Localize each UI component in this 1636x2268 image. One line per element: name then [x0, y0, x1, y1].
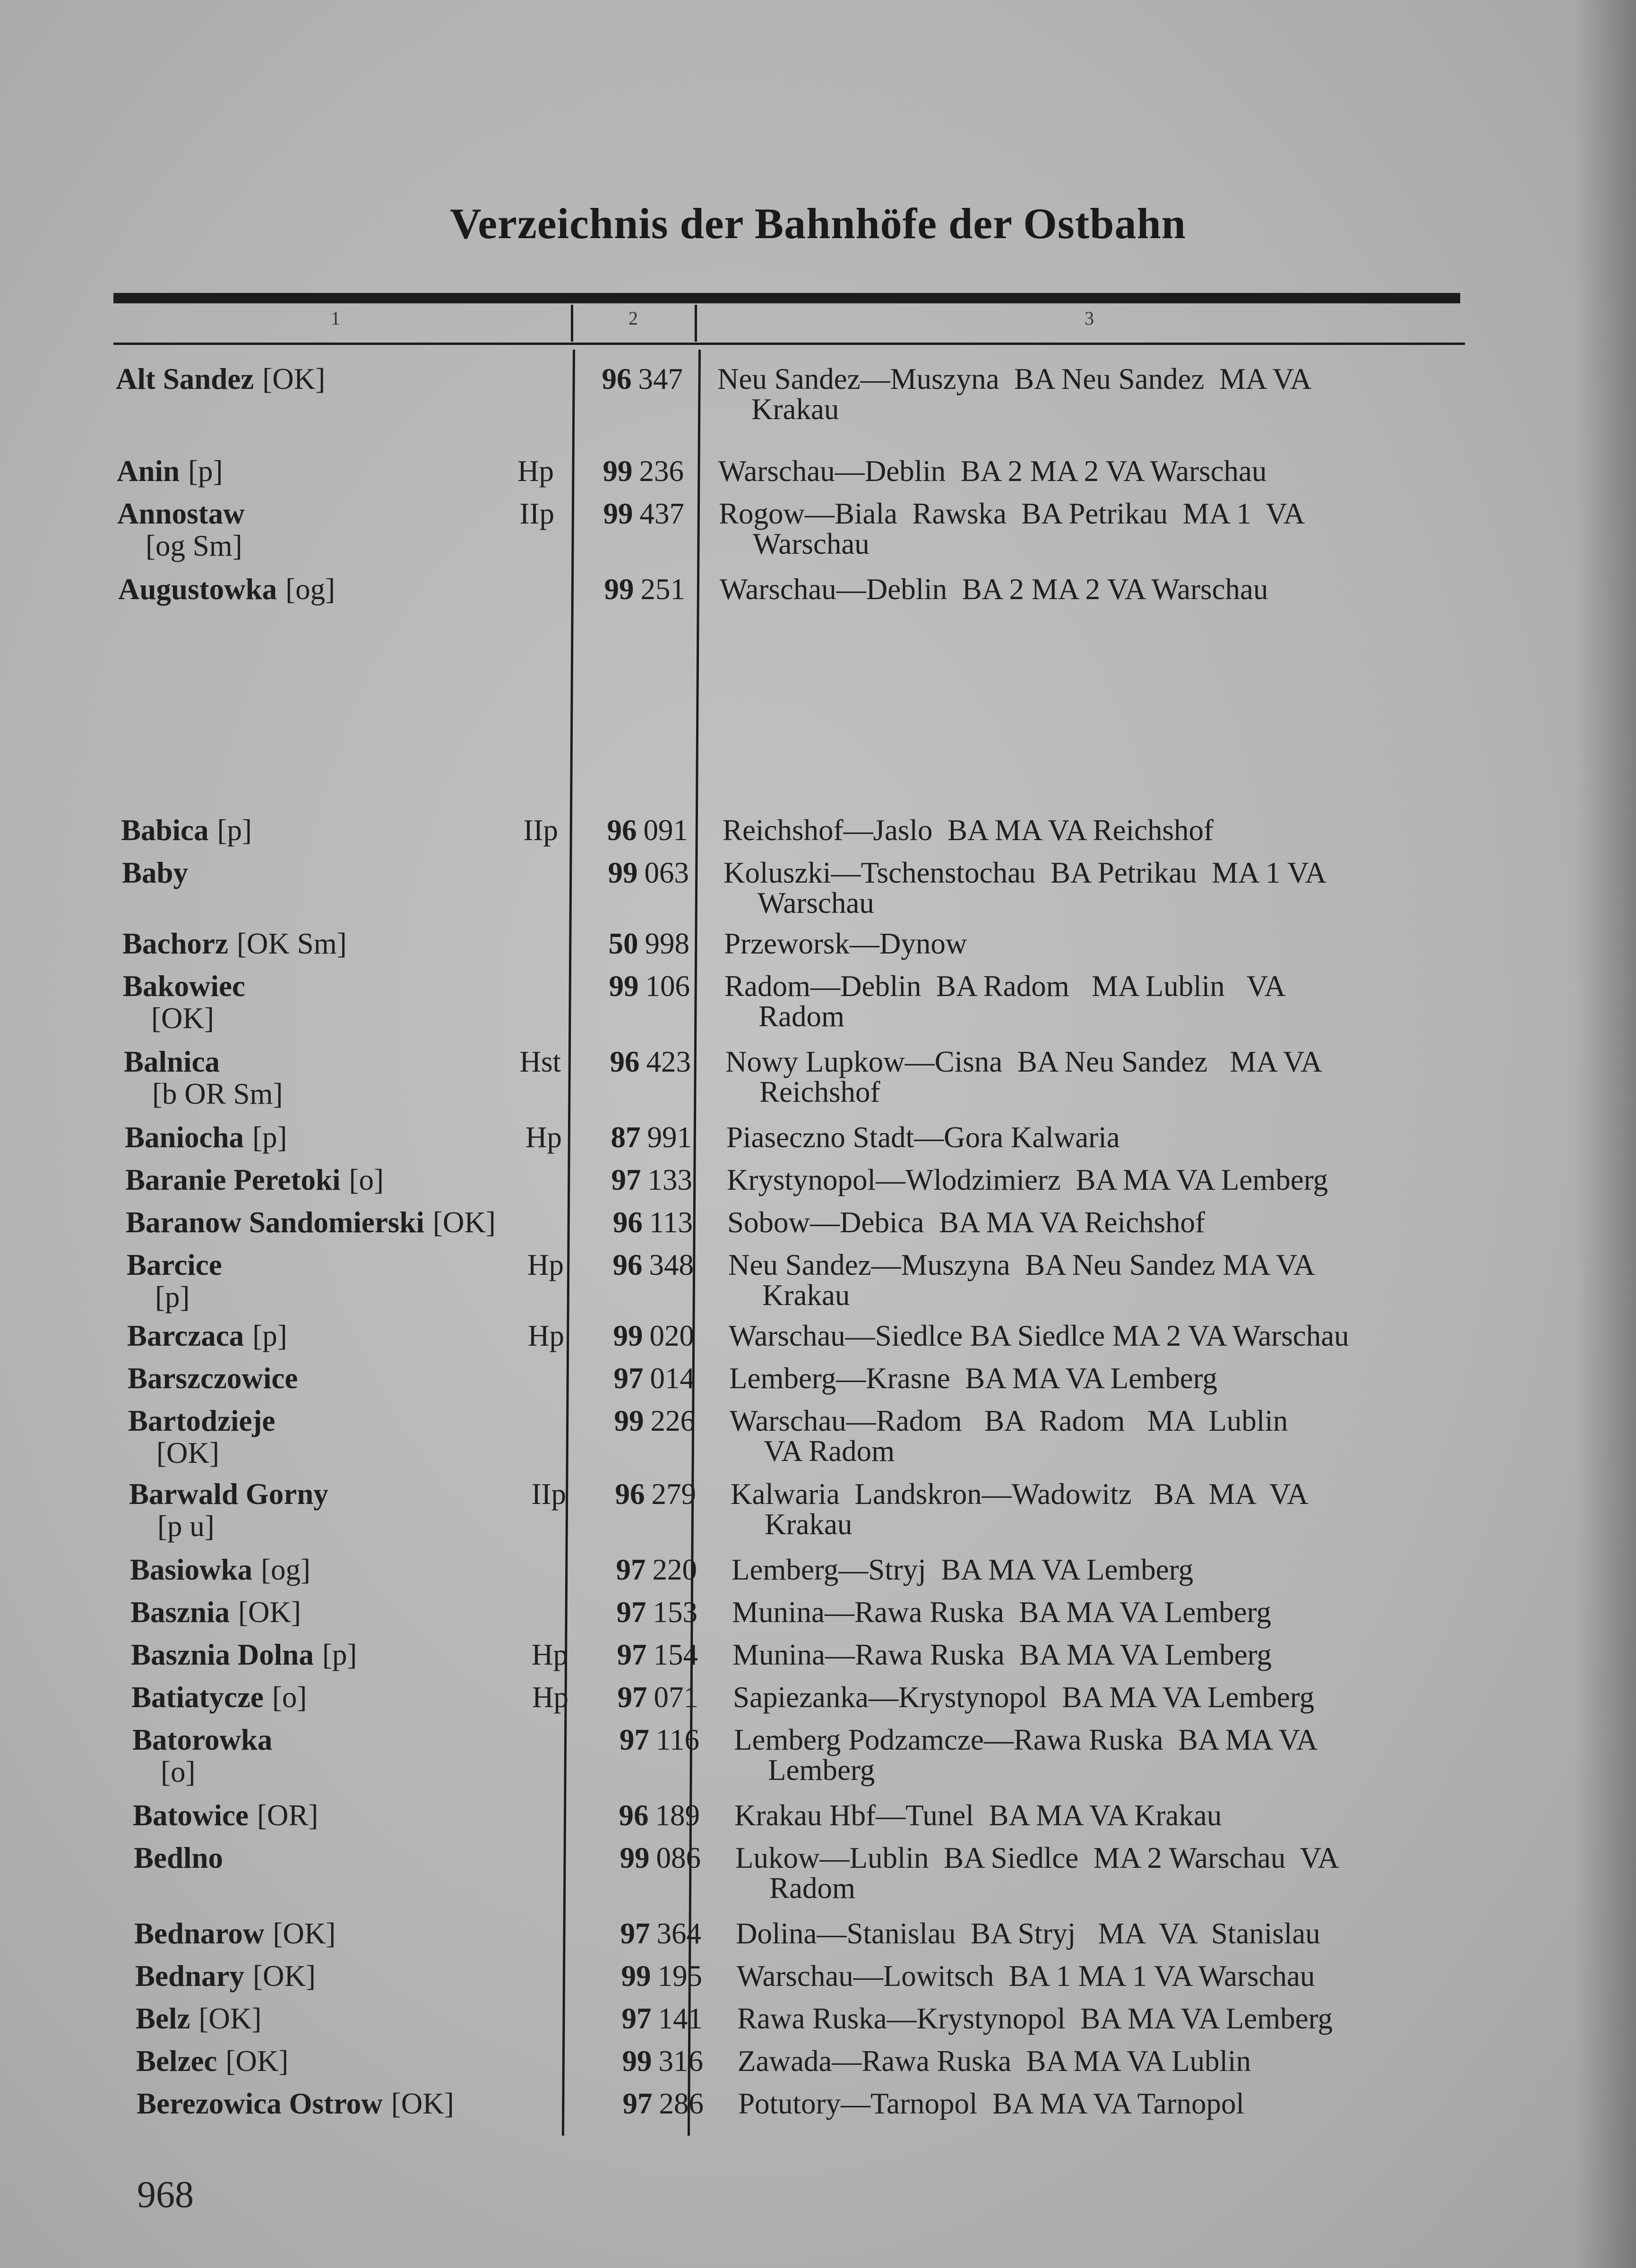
station-name — [130, 1555, 310, 1585]
station-name-text: Barczaca — [127, 1319, 244, 1352]
route-description-line2: Lemberg — [768, 1753, 875, 1787]
route-description: Warschau—Lowitsch BA 1 MA 1 VA Warschau — [737, 1959, 1315, 1993]
station-name — [131, 1682, 307, 1712]
station-number-suffix: 106 — [645, 970, 690, 1003]
header-divider-2 — [695, 305, 697, 342]
station-class: IIp — [523, 814, 558, 847]
station-number-suffix: 113 — [649, 1206, 693, 1239]
station-number-prefix: 99 — [603, 455, 633, 488]
station-number-suffix: 347 — [638, 362, 683, 395]
station-number-prefix: 96 — [615, 1478, 645, 1511]
station-number — [590, 498, 684, 529]
station-number-suffix: 991 — [647, 1121, 692, 1154]
station-code: [o] — [272, 1681, 307, 1714]
route-description: Lemberg—Stryj BA MA VA Lemberg — [732, 1553, 1194, 1586]
station-name — [127, 1250, 222, 1280]
station-number-suffix: 116 — [655, 1723, 699, 1756]
station-name — [117, 456, 223, 486]
station-number-prefix: 87 — [611, 1121, 641, 1154]
station-number — [600, 1321, 694, 1351]
station-name-text: Bedlno — [134, 1841, 224, 1874]
station-name — [126, 1207, 496, 1237]
station-code: [p] — [217, 814, 252, 847]
route-description-line2: Krakau — [762, 1279, 850, 1312]
station-name — [135, 1961, 316, 1991]
station-number-suffix: 364 — [656, 1917, 701, 1950]
station-name-text: Bachorz — [122, 927, 228, 960]
station-number-prefix: 97 — [619, 1723, 649, 1756]
header-top-rule — [113, 293, 1460, 303]
station-number-prefix: 96 — [619, 1799, 649, 1832]
route-description: Lemberg Podzamcze—Rawa Ruska BA MA VA — [734, 1723, 1318, 1756]
page-title: Verzeichnis der Bahnhöfe der Ostbahn — [450, 199, 1186, 248]
station-number-suffix: 071 — [654, 1681, 698, 1714]
route-description: Sobow—Debica BA MA VA Reichshof — [727, 1206, 1205, 1239]
route-description: Nowy Lupkow—Cisna BA Neu Sandez MA VA — [725, 1045, 1322, 1078]
station-name — [118, 574, 335, 604]
route-description: Warschau—Radom BA Radom MA Lublin — [730, 1404, 1288, 1437]
station-number-prefix: 97 — [611, 1163, 641, 1196]
station-name-text: Annostaw — [117, 497, 245, 530]
route-description: Sapiezanka—Krystynopol BA MA VA Lemberg — [733, 1681, 1315, 1714]
station-number-suffix: 279 — [651, 1478, 696, 1511]
station-code-line2: [p] — [155, 1280, 190, 1314]
station-number-suffix: 141 — [658, 2002, 703, 2035]
station-number — [599, 1250, 694, 1280]
station-number-suffix: 189 — [655, 1799, 700, 1832]
station-name-text: Bednarow — [134, 1917, 265, 1950]
station-number-prefix: 99 — [614, 1404, 644, 1437]
route-description: Krakau Hbf—Tunel BA MA VA Krakau — [734, 1799, 1222, 1832]
route-description: Rawa Ruska—Krystynopol BA MA VA Lemberg — [737, 2002, 1333, 2035]
station-number-suffix: 195 — [657, 1959, 702, 1993]
station-name-text: Babica — [121, 814, 209, 847]
column-number-3: 3 — [1085, 308, 1094, 329]
station-number — [602, 1479, 696, 1509]
route-description: Neu Sandez—Muszyna BA Neu Sandez MA VA — [717, 362, 1312, 395]
station-number-prefix: 96 — [602, 362, 632, 395]
route-description: Kalwaria Landskron—Wadowitz BA MA VA — [731, 1478, 1309, 1511]
station-code: [p] — [188, 455, 223, 488]
station-name-text: Bakowiec — [123, 970, 245, 1003]
station-number-prefix: 99 — [608, 856, 638, 889]
station-name-text: Balnica — [124, 1045, 220, 1078]
route-description-line2: Krakau — [765, 1508, 852, 1541]
station-code: [o] — [349, 1163, 384, 1196]
station-number-prefix: 97 — [622, 2087, 653, 2120]
station-number-suffix: 086 — [656, 1841, 701, 1874]
station-number-prefix: 97 — [616, 1553, 646, 1586]
station-name — [125, 1122, 287, 1152]
station-number-prefix: 99 — [613, 1319, 643, 1352]
station-name — [123, 971, 245, 1001]
station-code-line2: [b OR Sm] — [152, 1077, 283, 1110]
station-code: [OK Sm] — [236, 927, 347, 960]
station-number — [588, 364, 683, 394]
station-number-suffix: 437 — [639, 497, 684, 530]
station-class: IIp — [531, 1478, 566, 1511]
station-number-prefix: 97 — [621, 2002, 652, 2035]
station-name — [124, 1047, 220, 1077]
station-code-line2: [o] — [161, 1755, 196, 1788]
route-description-line2: Radom — [769, 1872, 855, 1905]
station-number — [603, 1555, 697, 1585]
station-number — [597, 1122, 692, 1152]
station-name-text: Barszczowice — [128, 1362, 298, 1395]
station-name-text: Berezowica Ostrow — [137, 2087, 383, 2120]
station-class: Hp — [532, 1638, 568, 1671]
station-class: Hp — [528, 1319, 564, 1352]
route-description: Warschau—Deblin BA 2 MA 2 VA Warschau — [718, 455, 1267, 488]
page-number: 968 — [137, 2174, 194, 2216]
station-number-prefix: 96 — [612, 1206, 643, 1239]
station-name-text: Basiowka — [130, 1553, 253, 1586]
station-number-prefix: 99 — [622, 2045, 652, 2078]
station-number-prefix: 96 — [610, 1045, 640, 1078]
station-name — [134, 1918, 336, 1949]
route-description-line2: VA Radom — [764, 1435, 895, 1468]
station-name — [132, 1725, 272, 1755]
station-code: [OK] — [391, 2087, 454, 2120]
route-description: Zawada—Rawa Ruska BA MA VA Lublin — [738, 2045, 1251, 2078]
station-name — [136, 2003, 261, 2034]
station-code: [p] — [322, 1638, 357, 1671]
station-code-line2: [OK] — [156, 1436, 219, 1469]
station-name — [117, 498, 245, 529]
route-description-line2: Warschau — [753, 527, 870, 560]
station-name-text: Bednary — [135, 1959, 245, 1993]
station-number-suffix: 316 — [658, 2045, 703, 2078]
station-class: Hp — [517, 455, 554, 488]
station-number-prefix: 99 — [603, 497, 633, 530]
route-description: Munina—Rawa Ruska BA MA VA Lemberg — [732, 1638, 1272, 1671]
station-number-prefix: 96 — [612, 1248, 643, 1281]
station-number-suffix: 154 — [653, 1638, 698, 1671]
station-number — [589, 456, 684, 486]
station-number — [608, 1961, 702, 1991]
station-class: IIp — [519, 497, 554, 530]
route-description: Rogow—Biala Rawska BA Petrikau MA 1 VA — [719, 497, 1305, 530]
route-description-line2: Krakau — [751, 393, 839, 426]
station-number-suffix: 998 — [645, 927, 689, 960]
station-code: [OK] — [273, 1917, 336, 1950]
route-description: Munina—Rawa Ruska BA MA VA Lemberg — [732, 1596, 1272, 1629]
station-code: [OK] — [262, 362, 326, 395]
station-number-suffix: 020 — [649, 1319, 694, 1352]
station-name-text: Batiatycze — [131, 1681, 264, 1714]
route-description-line2: Reichshof — [759, 1075, 880, 1108]
station-number-prefix: 50 — [608, 927, 638, 960]
station-name — [133, 1800, 318, 1830]
station-name-text: Batowice — [133, 1799, 249, 1832]
station-name-text: Belzec — [136, 2045, 217, 2078]
station-name-text: Baby — [122, 856, 189, 889]
station-number — [594, 815, 688, 845]
header-bottom-rule — [113, 343, 1465, 345]
route-description: Przeworsk—Dynow — [724, 927, 967, 960]
station-number-prefix: 99 — [620, 1841, 650, 1874]
route-description: Neu Sandez—Muszyna BA Neu Sandez MA VA — [728, 1248, 1315, 1281]
station-number — [605, 1725, 699, 1755]
station-name — [136, 2046, 288, 2076]
station-number — [604, 1682, 698, 1712]
station-number — [609, 2088, 704, 2119]
route-description: Dolina—Stanislau BA Stryj MA VA Stanislau — [736, 1917, 1320, 1950]
station-class: Hst — [519, 1045, 561, 1078]
station-number — [609, 2046, 703, 2076]
station-code: [p] — [252, 1319, 287, 1352]
column-number-1: 1 — [331, 308, 340, 329]
station-number — [600, 1363, 695, 1393]
station-name — [122, 858, 188, 888]
station-number-suffix: 348 — [649, 1248, 694, 1281]
station-number-suffix: 133 — [647, 1163, 692, 1196]
station-code: [p] — [252, 1121, 287, 1154]
station-name — [137, 2088, 454, 2119]
station-name — [121, 815, 252, 845]
station-code: [OK] — [198, 2002, 262, 2035]
station-name — [130, 1597, 301, 1627]
station-name — [125, 1165, 384, 1195]
station-name-text: Barcice — [127, 1248, 222, 1281]
route-description: Koluszki—Tschenstochau BA Petrikau MA 1 VA — [723, 856, 1326, 889]
station-number — [603, 1640, 698, 1670]
route-description: Warschau—Siedlce BA Siedlce MA 2 VA Warschau — [729, 1319, 1349, 1352]
column-number-2: 2 — [629, 308, 638, 329]
route-description-line2: Warschau — [758, 886, 874, 919]
station-name-text: Basznia Dolna — [131, 1638, 314, 1671]
station-number-suffix: 236 — [639, 455, 684, 488]
station-name-text: Belz — [136, 2002, 190, 2035]
route-description: Krystynopol—Wlodzimierz BA MA VA Lemberg — [727, 1163, 1328, 1196]
station-name-text: Baranie Peretoki — [125, 1163, 341, 1196]
station-number — [601, 1406, 695, 1436]
route-description: Potutory—Tarnopol BA MA VA Tarnopol — [738, 2087, 1245, 2120]
station-number-suffix: 423 — [646, 1045, 691, 1078]
station-name — [127, 1321, 287, 1351]
station-number-prefix: 96 — [607, 814, 637, 847]
station-number-prefix: 97 — [616, 1596, 646, 1629]
station-number-prefix: 97 — [620, 1917, 650, 1950]
station-number — [598, 1165, 692, 1195]
station-number-suffix: 014 — [650, 1362, 695, 1395]
station-number — [596, 1047, 691, 1077]
route-description: Lemberg—Krasne BA MA VA Lemberg — [729, 1362, 1218, 1395]
station-name-text: Barwald Gorny — [129, 1478, 328, 1511]
station-code: [OK] — [225, 2045, 289, 2078]
station-number-suffix: 063 — [644, 856, 689, 889]
station-number-prefix: 97 — [617, 1681, 647, 1714]
station-number-suffix: 251 — [640, 573, 685, 606]
station-number — [595, 928, 689, 959]
station-code: [og] — [285, 573, 336, 606]
station-code-line2: [p u] — [157, 1510, 215, 1543]
station-number-prefix: 97 — [617, 1638, 647, 1671]
station-number-suffix: 091 — [643, 814, 688, 847]
station-number-suffix: 226 — [650, 1404, 695, 1437]
route-description: Piaseczno Stadt—Gora Kalwaria — [726, 1121, 1120, 1154]
station-name — [128, 1363, 298, 1393]
station-name — [116, 364, 325, 394]
station-name — [134, 1843, 223, 1873]
station-name — [131, 1640, 357, 1670]
station-name-text: Bartodzieje — [128, 1404, 276, 1437]
station-code: [OK] — [253, 1959, 316, 1993]
station-name-text: Baranow Sandomierski — [126, 1206, 424, 1239]
station-number-prefix: 99 — [609, 970, 639, 1003]
route-description: Reichshof—Jaslo BA MA VA Reichshof — [723, 814, 1214, 847]
station-number — [591, 574, 685, 604]
station-name-text: Augustowka — [118, 573, 277, 606]
route-description: Lukow—Lublin BA Siedlce MA 2 Warschau VA — [735, 1841, 1339, 1874]
station-number — [607, 1918, 701, 1949]
station-name-text: Basznia — [130, 1596, 230, 1629]
station-name-text: Baniocha — [125, 1121, 244, 1154]
station-number — [594, 858, 689, 888]
station-name — [128, 1406, 275, 1436]
station-number — [598, 1207, 693, 1237]
route-description: Radom—Deblin BA Radom MA Lublin VA — [724, 970, 1286, 1003]
station-code: [OK] — [238, 1596, 301, 1629]
station-code-line2: [og Sm] — [146, 529, 242, 562]
station-number — [603, 1597, 697, 1627]
station-number-prefix: 97 — [613, 1362, 644, 1395]
station-number — [605, 1800, 700, 1830]
station-code-line2: [OK] — [151, 1002, 214, 1035]
station-name — [122, 928, 347, 959]
station-number-prefix: 99 — [621, 1959, 651, 1993]
station-code: [OK] — [432, 1206, 496, 1239]
station-number-suffix: 286 — [659, 2087, 704, 2120]
station-name — [129, 1479, 328, 1509]
station-class: Hp — [532, 1681, 568, 1714]
station-number-suffix: 220 — [652, 1553, 697, 1586]
header-divider-1 — [571, 305, 573, 342]
route-description-line2: Radom — [758, 1000, 844, 1033]
station-number — [606, 1843, 701, 1873]
station-code: [OR] — [257, 1799, 319, 1832]
station-code: [og] — [261, 1553, 311, 1586]
column-divider-1 — [562, 350, 575, 2136]
station-name-text: Batorowka — [132, 1723, 273, 1756]
station-number — [608, 2003, 703, 2034]
station-number-prefix: 99 — [604, 573, 634, 606]
station-number-suffix: 153 — [653, 1596, 697, 1629]
station-class: Hp — [527, 1248, 564, 1281]
station-name-text: Alt Sandez — [116, 362, 254, 395]
station-number — [595, 971, 690, 1001]
route-description: Warschau—Deblin BA 2 MA 2 VA Warschau — [720, 573, 1268, 606]
station-name-text: Anin — [117, 455, 180, 488]
station-class: Hp — [525, 1121, 562, 1154]
